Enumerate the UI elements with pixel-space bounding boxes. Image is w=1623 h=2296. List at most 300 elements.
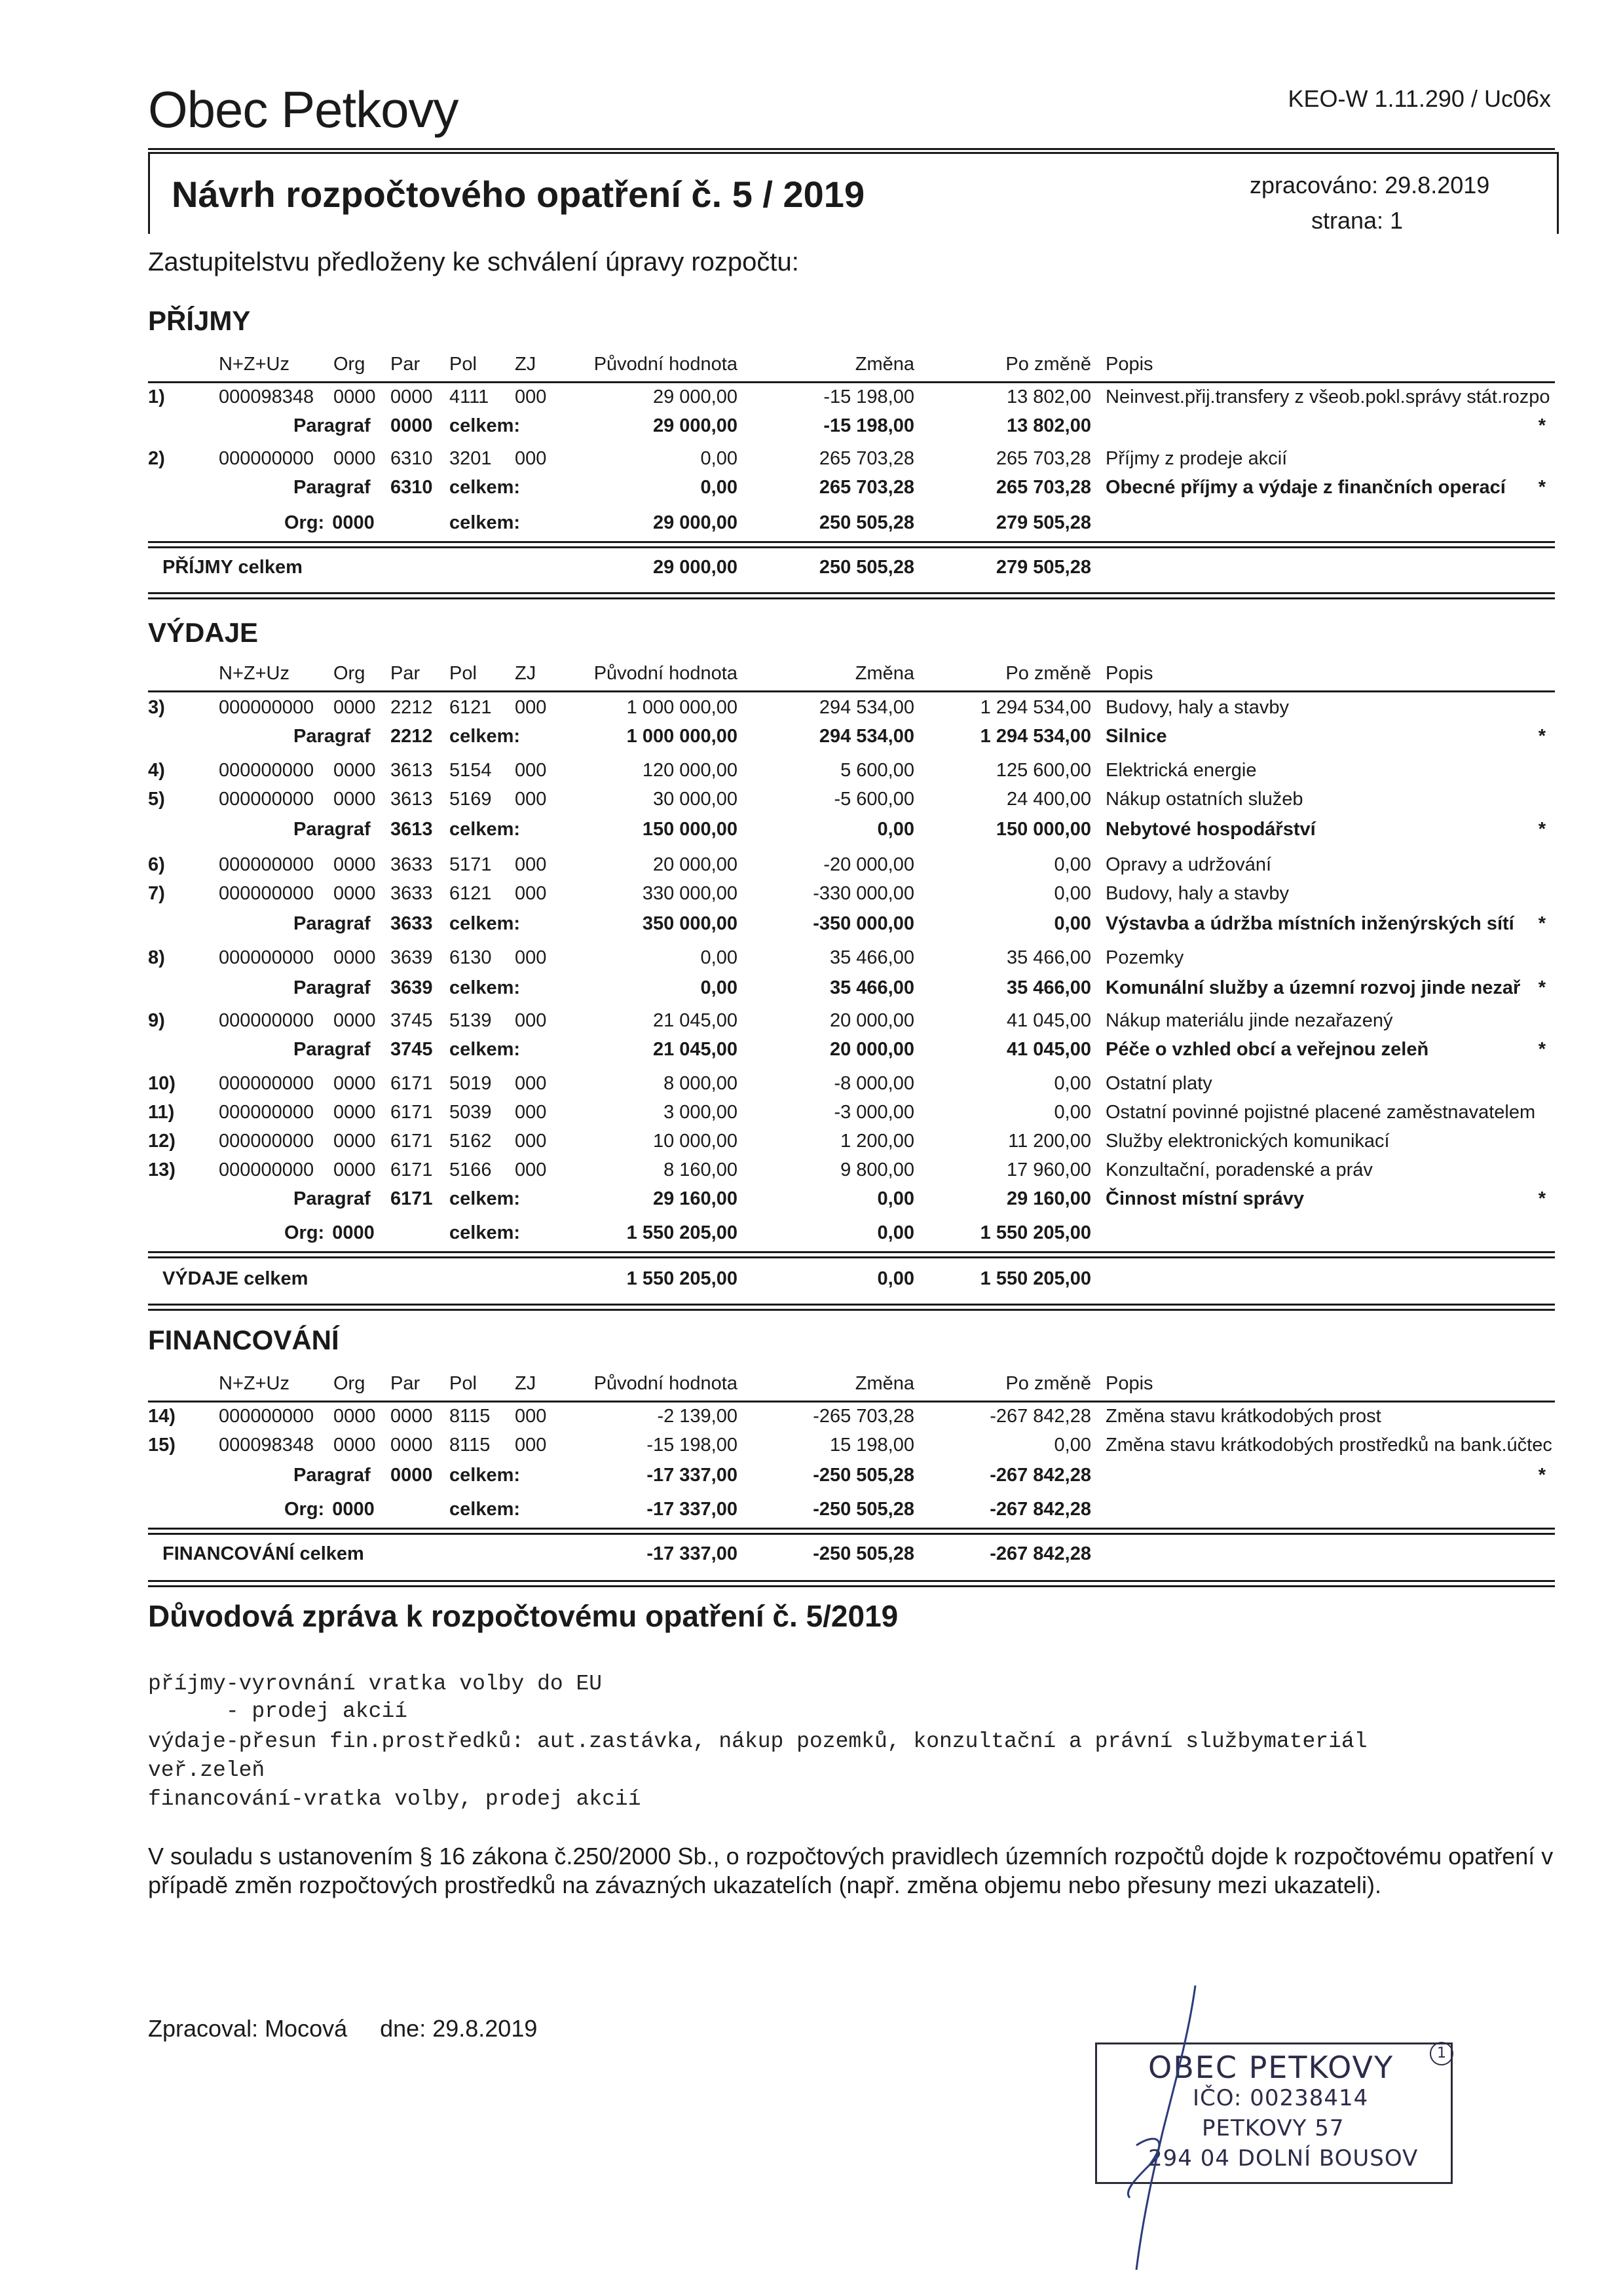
grand-total-label: FINANCOVÁNÍ celkem [162, 1543, 364, 1564]
cell-zj: 000 [515, 1010, 547, 1031]
cell-par: 6310 [390, 448, 433, 469]
paragraph-subtotal-row [148, 1039, 1555, 1066]
total-label: celkem: [449, 977, 521, 998]
cell-change: 250 505,28 [819, 512, 914, 533]
total-label: celkem: [449, 1222, 521, 1243]
org-text: Org: [284, 512, 325, 533]
column-popis: Popis [1106, 1373, 1153, 1394]
cell-change: -15 198,00 [823, 386, 914, 407]
cell-nzu: 000000000 [219, 1406, 314, 1427]
column-nzu: N+Z+Uz [219, 663, 289, 684]
grand-total-label: VÝDAJE celkem [162, 1268, 308, 1289]
column-zj: ZJ [515, 354, 536, 375]
cell-nzu: 000000000 [219, 1131, 314, 1152]
cell-description: Ostatní platy [1106, 1073, 1212, 1094]
cell-change: 20 000,00 [829, 1039, 914, 1060]
paragraph-label: Paragraf [293, 913, 371, 934]
vydaje-rule-4 [148, 1309, 1555, 1311]
total-label: celkem: [449, 726, 521, 747]
cell-after: 150 000,00 [996, 819, 1091, 840]
cell-after: 0,00 [1054, 1073, 1091, 1094]
column-org: Org [333, 1373, 365, 1394]
financovani-rule-3 [148, 1580, 1555, 1582]
row-index: 9) [148, 1010, 165, 1031]
stamp-city: 294 04 DOLNÍ BOUSOV [1148, 2145, 1419, 2172]
vydaje-column-header [148, 663, 1555, 690]
cell-description: Nákup ostatních služeb [1106, 789, 1303, 810]
cell-pol: 8115 [449, 1406, 491, 1427]
paragraph-subtotal-row [148, 1465, 1555, 1492]
table-row [148, 947, 1555, 975]
table-row [148, 1010, 1555, 1038]
cell-after: 1 550 205,00 [980, 1222, 1091, 1243]
cell-after: 35 466,00 [1006, 977, 1091, 998]
financovani-rule-1 [148, 1528, 1555, 1530]
column-pol: Pol [449, 663, 477, 684]
paragraph-label: Paragraf [293, 1188, 371, 1209]
prijmy-title: PŘÍJMY [148, 305, 251, 336]
cell-original: 20 000,00 [652, 854, 737, 875]
cell-description: Konzultační, poradenské a práv [1106, 1159, 1373, 1180]
page-number: strana: 1 [1311, 207, 1404, 234]
table-row [148, 883, 1555, 911]
org-value: 0000 [332, 1499, 375, 1520]
stamp-address: PETKOVY 57 [1202, 2115, 1345, 2141]
cell-change: -330 000,00 [813, 883, 914, 904]
cell-nzu: 000000000 [219, 1102, 314, 1123]
row-index: 1) [148, 386, 165, 407]
subtotal-star: * [1538, 977, 1546, 998]
processed-date: zpracováno: 29.8.2019 [1250, 172, 1490, 198]
table-row [148, 448, 1555, 476]
vydaje-rule-1 [148, 1251, 1555, 1253]
column-popis: Popis [1106, 354, 1153, 375]
cell-description: Příjmy z prodeje akcií [1106, 448, 1288, 469]
cell-original: 1 550 205,00 [626, 1268, 737, 1289]
financovani-title: FINANCOVÁNÍ [148, 1325, 339, 1355]
row-index: 5) [148, 789, 165, 810]
cell-after: -267 842,28 [990, 1543, 1091, 1564]
subtotal-star: * [1538, 819, 1546, 840]
cell-nzu: 000098348 [219, 386, 314, 407]
cell-par: 3633 [390, 854, 433, 875]
cell-org: 0000 [333, 760, 376, 781]
cell-after: 0,00 [1054, 1102, 1091, 1123]
cell-pol: 4111 [449, 386, 489, 407]
cell-nzu: 000000000 [219, 883, 314, 904]
vydaje-title: VÝDAJE [148, 617, 259, 648]
cell-org: 0000 [333, 1435, 376, 1456]
row-index: 11) [148, 1102, 175, 1123]
column-nzu: N+Z+Uz [219, 1373, 289, 1394]
cell-change: -8 000,00 [834, 1073, 914, 1094]
cell-after: 0,00 [1054, 913, 1091, 934]
intro-text: Zastupitelstvu předloženy ke schválení úpravy rozpočtu: [148, 248, 799, 276]
table-row [148, 789, 1555, 816]
financovani-rule-2 [148, 1533, 1555, 1535]
cell-description: Změna stavu krátkodobých prost [1106, 1406, 1381, 1427]
paragraph-subtotal-row [148, 819, 1555, 846]
cell-org: 0000 [333, 947, 376, 968]
cell-change: 250 505,28 [819, 557, 914, 578]
cell-zj: 000 [515, 883, 547, 904]
financovani-column-header [148, 1373, 1555, 1401]
financovani-org-total-row [148, 1499, 1555, 1526]
prijmy-grand-total-row [148, 557, 1555, 584]
subtotal-star: * [1538, 1039, 1546, 1060]
cell-change: -3 000,00 [834, 1102, 914, 1123]
total-label: celkem: [449, 913, 521, 934]
cell-zj: 000 [515, 1406, 547, 1427]
vydaje-rule-3 [148, 1304, 1555, 1306]
cell-par: 0000 [390, 1435, 433, 1456]
column-po_zmene: Po změně [1005, 354, 1091, 375]
row-index: 13) [148, 1159, 176, 1180]
cell-original: 120 000,00 [642, 760, 737, 781]
signature-mark [1097, 1982, 1228, 2296]
vydaje-rule-2 [148, 1256, 1555, 1258]
cell-change: -20 000,00 [823, 854, 914, 875]
cell-org: 0000 [333, 697, 376, 718]
cell-par: 6171 [390, 1159, 433, 1180]
cell-par: 0000 [390, 1406, 433, 1427]
cell-original: -2 139,00 [657, 1406, 737, 1427]
financovani-grand-total-row [148, 1543, 1555, 1571]
cell-after: 279 505,28 [996, 557, 1091, 578]
grand-total-label: PŘÍJMY celkem [162, 557, 303, 578]
total-label: celkem: [449, 477, 521, 498]
row-index: 3) [148, 697, 165, 718]
cell-change: 265 703,28 [819, 477, 914, 498]
org-text: Org: [284, 1222, 325, 1243]
cell-change: 265 703,28 [819, 448, 914, 469]
table-row [148, 1131, 1555, 1158]
cell-after: 1 294 534,00 [980, 697, 1091, 718]
cell-zj: 000 [515, 1159, 547, 1180]
row-index: 12) [148, 1131, 176, 1152]
financovani-rule-4 [148, 1585, 1555, 1587]
cell-zj: 000 [515, 1102, 547, 1123]
cell-zj: 000 [515, 1435, 547, 1456]
cell-description: Změna stavu krátkodobých prostředků na bank.účtec [1106, 1435, 1552, 1456]
reasoning-line: příjmy-vyrovnání vratka volby do EU [148, 1672, 603, 1696]
table-row [148, 386, 1555, 414]
cell-zj: 000 [515, 386, 547, 407]
cell-original: 29 000,00 [652, 557, 737, 578]
cell-change: -265 703,28 [813, 1406, 914, 1427]
column-pol: Pol [449, 1373, 477, 1394]
table-row [148, 760, 1555, 787]
cell-org: 0000 [333, 1159, 376, 1180]
paragraph-label: Paragraf [293, 819, 371, 840]
cell-nzu: 000000000 [219, 448, 314, 469]
row-index: 4) [148, 760, 165, 781]
cell-par: 6171 [390, 1131, 433, 1152]
column-zmena: Změna [855, 663, 914, 684]
cell-change: -5 600,00 [834, 789, 914, 810]
cell-change: 0,00 [877, 1222, 914, 1243]
stamp-mark: 1 [1430, 2042, 1453, 2065]
cell-par: 6171 [390, 1073, 433, 1094]
subtotal-star: * [1538, 726, 1546, 747]
cell-zj: 000 [515, 697, 547, 718]
cell-pol: 6121 [449, 883, 492, 904]
cell-nzu: 000000000 [219, 789, 314, 810]
column-po_zmene: Po změně [1005, 1373, 1091, 1394]
cell-par: 0000 [390, 386, 433, 407]
column-puvodni: Původní hodnota [593, 354, 737, 375]
cell-org: 0000 [333, 1131, 376, 1152]
cell-original: 30 000,00 [652, 789, 737, 810]
cell-pol: 5166 [449, 1159, 492, 1180]
column-org: Org [333, 663, 365, 684]
org-text: Org: [284, 1499, 325, 1520]
cell-after: -267 842,28 [990, 1465, 1091, 1486]
cell-org: 0000 [333, 1406, 376, 1427]
cell-after: 17 960,00 [1006, 1159, 1091, 1180]
cell-par: 6171 [390, 1188, 433, 1209]
row-index: 14) [148, 1406, 176, 1427]
cell-nzu: 000000000 [219, 1010, 314, 1031]
cell-description: Obecné příjmy a výdaje z finančních operací [1106, 477, 1506, 498]
paragraph-label: Paragraf [293, 977, 371, 998]
reasoning-line: veř.zeleň [148, 1758, 265, 1782]
cell-org: 0000 [333, 1073, 376, 1094]
cell-after: 41 045,00 [1006, 1039, 1091, 1060]
column-puvodni: Původní hodnota [593, 1373, 737, 1394]
cell-original: 29 160,00 [652, 1188, 737, 1209]
cell-zj: 000 [515, 1073, 547, 1094]
cell-change: 15 198,00 [829, 1435, 914, 1456]
cell-change: -15 198,00 [823, 415, 914, 436]
subtotal-star: * [1538, 913, 1546, 934]
cell-pol: 5139 [449, 1010, 492, 1031]
cell-org: 0000 [333, 789, 376, 810]
reasoning-line: - prodej akcií [148, 1699, 408, 1723]
cell-change: 35 466,00 [829, 947, 914, 968]
cell-par: 3633 [390, 913, 433, 934]
column-zmena: Změna [855, 354, 914, 375]
cell-original: 3 000,00 [663, 1102, 737, 1123]
cell-after: 0,00 [1054, 854, 1091, 875]
org-label [284, 512, 375, 534]
cell-change: 5 600,00 [840, 760, 914, 781]
cell-original: -15 198,00 [646, 1435, 737, 1456]
cell-after: 0,00 [1054, 883, 1091, 904]
cell-after: 29 160,00 [1006, 1188, 1091, 1209]
cell-after: 1 550 205,00 [980, 1268, 1091, 1289]
cell-pol: 3201 [449, 448, 492, 469]
reasoning-line: financování-vratka volby, prodej akcií [148, 1787, 641, 1811]
cell-change: 9 800,00 [840, 1159, 914, 1180]
total-label: celkem: [449, 415, 521, 436]
cell-change: 0,00 [877, 1268, 914, 1289]
cell-original: 350 000,00 [642, 913, 737, 934]
cell-after: 24 400,00 [1006, 789, 1091, 810]
cell-original: 1 000 000,00 [626, 726, 737, 747]
org-label [284, 1222, 375, 1244]
cell-description: Pozemky [1106, 947, 1184, 968]
total-label: celkem: [449, 1188, 521, 1209]
org-label [284, 1499, 375, 1520]
cell-pol: 5039 [449, 1102, 492, 1123]
cell-original: 21 045,00 [652, 1039, 737, 1060]
total-label: celkem: [449, 1499, 521, 1520]
cell-after: 41 045,00 [1006, 1010, 1091, 1031]
subtotal-star: * [1538, 477, 1546, 498]
cell-par: 3639 [390, 977, 433, 998]
cell-original: 10 000,00 [652, 1131, 737, 1152]
cell-description: Elektrická energie [1106, 760, 1257, 781]
cell-original: 0,00 [700, 477, 737, 498]
cell-zj: 000 [515, 760, 547, 781]
row-index: 6) [148, 854, 165, 875]
paragraph-label: Paragraf [293, 477, 371, 498]
paragraph-label: Paragraf [293, 726, 371, 747]
cell-after: 11 200,00 [1008, 1131, 1091, 1152]
header-rule [148, 148, 1555, 150]
column-par: Par [390, 663, 420, 684]
financovani-rule-0 [148, 1401, 1555, 1402]
column-puvodni: Původní hodnota [593, 663, 737, 684]
cell-after: 13 802,00 [1006, 415, 1091, 436]
cell-description: Nákup materiálu jinde nezařazený [1106, 1010, 1393, 1031]
paragraph-label: Paragraf [293, 1465, 371, 1486]
table-row [148, 1406, 1555, 1433]
cell-par: 3745 [390, 1039, 433, 1060]
cell-nzu: 000000000 [219, 854, 314, 875]
cell-change: 20 000,00 [829, 1010, 914, 1031]
cell-change: 294 534,00 [819, 726, 914, 747]
cell-pol: 5019 [449, 1073, 492, 1094]
cell-par: 2212 [390, 697, 433, 718]
legal-paragraph: V souladu s ustanovením § 16 zákona č.250/2000 Sb., o rozpočtových pravidlech územních rozpočtů dojde k rozpočtovému opatření v případě změn rozpočtových prostředků na závazných ukazatelích (např. změna objemu nebo přesuny mezi ukazateli). [148, 1843, 1554, 1898]
subtotal-star: * [1538, 1188, 1546, 1209]
cell-zj: 000 [515, 789, 547, 810]
prijmy-rule-2 [148, 546, 1555, 548]
paragraph-label: Paragraf [293, 1039, 371, 1060]
cell-after: -267 842,28 [990, 1406, 1091, 1427]
cell-description: Služby elektronických komunikací [1106, 1131, 1390, 1152]
prijmy-rule-0 [148, 381, 1555, 383]
document-title: Návrh rozpočtového opatření č. 5 / 2019 [172, 174, 865, 215]
cell-zj: 000 [515, 854, 547, 875]
total-label: celkem: [449, 1039, 521, 1060]
cell-original: -17 337,00 [646, 1465, 737, 1486]
stamp-ico: IČO: 00238414 [1193, 2085, 1369, 2111]
column-popis: Popis [1106, 663, 1153, 684]
prijmy-rule-3 [148, 592, 1555, 594]
cell-original: 8 000,00 [663, 1073, 737, 1094]
table-row [148, 1102, 1555, 1129]
cell-original: 1 550 205,00 [626, 1222, 737, 1243]
cell-original: 0,00 [700, 947, 737, 968]
column-zj: ZJ [515, 663, 536, 684]
cell-change: -250 505,28 [813, 1499, 914, 1520]
cell-par: 3633 [390, 883, 433, 904]
column-par: Par [390, 354, 420, 375]
paragraph-subtotal-row [148, 726, 1555, 753]
cell-after: -267 842,28 [990, 1499, 1091, 1520]
prepared-date: dne: 29.8.2019 [380, 2015, 538, 2042]
cell-nzu: 000000000 [219, 947, 314, 968]
cell-par: 3613 [390, 819, 433, 840]
cell-original: 21 045,00 [652, 1010, 737, 1031]
vydaje-org-total-row [148, 1222, 1555, 1250]
cell-nzu: 000000000 [219, 760, 314, 781]
column-pol: Pol [449, 354, 477, 375]
row-index: 15) [148, 1435, 176, 1456]
reasoning-title: Důvodová zpráva k rozpočtovému opatření č. 5/2019 [148, 1599, 899, 1633]
total-label: celkem: [449, 512, 521, 533]
prijmy-rule-1 [148, 541, 1555, 543]
prijmy-column-header [148, 354, 1555, 381]
subtotal-star: * [1538, 415, 1546, 436]
cell-nzu: 000000000 [219, 697, 314, 718]
cell-par: 0000 [390, 415, 433, 436]
cell-after: 0,00 [1054, 1435, 1091, 1456]
document-code: KEO-W 1.11.290 / Uc06x [1288, 85, 1551, 112]
table-row [148, 697, 1555, 725]
cell-zj: 000 [515, 1131, 547, 1152]
cell-description: Budovy, haly a stavby [1106, 697, 1289, 718]
cell-pol: 5169 [449, 789, 492, 810]
cell-org: 0000 [333, 883, 376, 904]
cell-par: 6171 [390, 1102, 433, 1123]
cell-description: Ostatní povinné pojistné placené zaměstnavatelem [1106, 1102, 1536, 1123]
cell-change: -250 505,28 [813, 1465, 914, 1486]
column-po_zmene: Po změně [1005, 663, 1091, 684]
subtotal-star: * [1538, 1465, 1546, 1486]
cell-org: 0000 [333, 1102, 376, 1123]
cell-after: 279 505,28 [996, 512, 1091, 533]
cell-original: 8 160,00 [663, 1159, 737, 1180]
cell-par: 3745 [390, 1010, 433, 1031]
cell-original: 330 000,00 [642, 883, 737, 904]
cell-original: 29 000,00 [652, 512, 737, 533]
cell-original: 0,00 [700, 448, 737, 469]
cell-description: Silnice [1106, 726, 1167, 747]
cell-description: Komunální služby a územní rozvoj jinde nezař [1106, 977, 1521, 998]
paragraph-subtotal-row [148, 977, 1555, 1005]
cell-change: 294 534,00 [819, 697, 914, 718]
cell-description: Péče o vzhled obcí a veřejnou zeleň [1106, 1039, 1429, 1060]
org-value: 0000 [332, 1222, 375, 1243]
cell-change: -250 505,28 [813, 1543, 914, 1564]
cell-pol: 8115 [449, 1435, 491, 1456]
cell-original: 1 000 000,00 [626, 697, 737, 718]
cell-after: 265 703,28 [996, 477, 1091, 498]
cell-pol: 5171 [449, 854, 492, 875]
cell-description: Budovy, haly a stavby [1106, 883, 1289, 904]
municipality-title: Obec Petkovy [148, 81, 458, 138]
paragraph-subtotal-row [148, 913, 1555, 941]
prepared-by [148, 2015, 537, 2042]
official-stamp [1095, 2042, 1453, 2184]
cell-change: 0,00 [877, 1188, 914, 1209]
column-org: Org [333, 354, 365, 375]
cell-after: 125 600,00 [996, 760, 1091, 781]
paragraph-subtotal-row [148, 415, 1555, 443]
prijmy-org-total-row [148, 512, 1555, 540]
cell-description: Nebytové hospodářství [1106, 819, 1316, 840]
cell-original: -17 337,00 [646, 1499, 737, 1520]
cell-par: 0000 [390, 1465, 433, 1486]
table-row [148, 854, 1555, 882]
paragraph-subtotal-row [148, 1188, 1555, 1216]
stamp-name: OBEC PETKOVY [1148, 2050, 1394, 2085]
cell-par: 2212 [390, 726, 433, 747]
